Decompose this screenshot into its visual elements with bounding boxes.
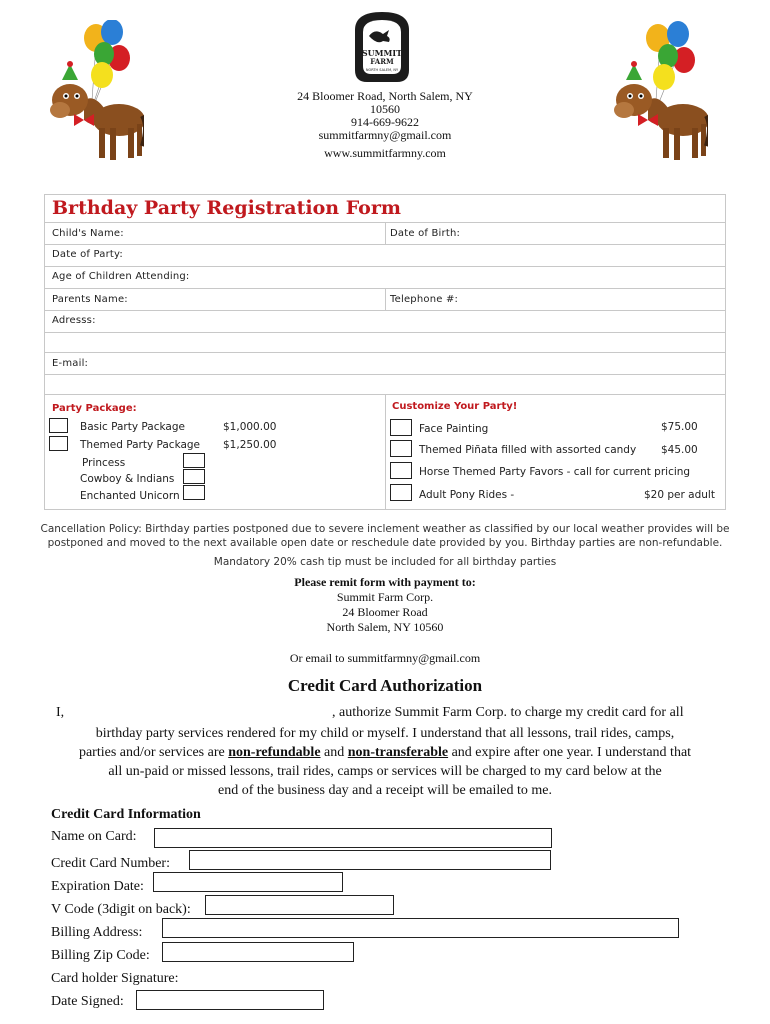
pinata-price: $45.00: [661, 444, 698, 456]
date-of-birth-field[interactable]: Date of Birth:: [390, 228, 461, 239]
auth-line3: [50, 743, 720, 762]
basic-package-label: Basic Party Package: [80, 421, 185, 433]
pony-rides-label: Adult Pony Rides -: [419, 489, 515, 501]
face-painting-checkbox[interactable]: [390, 419, 412, 436]
card-number-label: Credit Card Number:: [51, 856, 170, 871]
themed-package-price: $1,250.00: [223, 439, 277, 451]
name-on-card-input[interactable]: [154, 828, 552, 848]
basic-package-checkbox[interactable]: [49, 418, 68, 433]
theme-princess-label: Princess: [82, 457, 126, 469]
date-signed-label: Date Signed:: [51, 994, 124, 1009]
themed-package-label: Themed Party Package: [80, 439, 201, 451]
signature-label: Card holder Signature:: [51, 971, 179, 986]
auth-line3a: parties and/or services are: [78, 745, 229, 760]
card-number-input[interactable]: [189, 850, 551, 870]
logo-text-location: NORTH SALEM, NY: [365, 68, 399, 72]
parents-name-field[interactable]: Parents Name:: [52, 294, 128, 305]
pinata-checkbox[interactable]: [390, 440, 412, 457]
summit-farm-logo: [345, 10, 419, 84]
expiration-label: Expiration Date:: [51, 879, 144, 894]
tip-notice: Mandatory 20% cash tip must be included for all birthday parties: [213, 556, 557, 568]
auth-line4: all un-paid or missed lessons, trail rides, camps or services will be charged to my card below at the: [108, 764, 662, 779]
contact-website: www.summitfarmny.com: [324, 146, 446, 160]
remit-company: Summit Farm Corp.: [336, 590, 434, 604]
logo-text-farm: FARM: [370, 57, 394, 66]
date-of-party-field[interactable]: Date of Party:: [52, 249, 123, 260]
theme-unicorn-checkbox[interactable]: [183, 485, 205, 500]
form-divider: [44, 352, 726, 353]
contact-email: summitfarmny@gmail.com: [318, 128, 452, 142]
basic-package-price: $1,000.00: [223, 421, 277, 433]
auth-i: I,: [56, 705, 65, 720]
form-divider: [385, 394, 386, 510]
form-title: Brthday Party Registration Form: [52, 197, 401, 219]
pony-rides-checkbox[interactable]: [390, 484, 412, 501]
auth-line5: end of the business day and a receipt will be emailed to me.: [218, 783, 552, 798]
vcode-label: V Code (3digit on back):: [51, 902, 191, 917]
remit-street: 24 Bloomer Road: [342, 605, 428, 619]
face-painting-label: Face Painting: [419, 423, 489, 435]
theme-princess-checkbox[interactable]: [183, 453, 205, 468]
telephone-field[interactable]: Telephone #:: [390, 294, 459, 305]
cancellation-policy-line2: postponed and moved to the next available open date or reschedule date provided by you. Birthday parties are non-refundable.: [47, 537, 723, 549]
billing-zip-input[interactable]: [162, 942, 354, 962]
age-attending-field[interactable]: Age of Children Attending:: [52, 271, 190, 282]
address-field[interactable]: Adresss:: [52, 315, 96, 326]
remit-email: Or email to summitfarmny@gmail.com: [289, 651, 481, 665]
billing-zip-label: Billing Zip Code:: [51, 948, 150, 963]
form-divider: [44, 374, 726, 375]
contact-phone: 914-669-9622: [351, 115, 419, 129]
name-on-card-label: Name on Card:: [51, 829, 137, 844]
remit-city: North Salem, NY 10560: [326, 620, 444, 634]
favors-label: Horse Themed Party Favors - call for current pricing: [419, 466, 691, 478]
customize-heading: Customize Your Party!: [392, 401, 518, 412]
auth-and: and: [320, 745, 348, 760]
billing-address-input[interactable]: [162, 918, 679, 938]
form-divider: [44, 310, 726, 311]
auth-line3b: and expire after one year. I understand that: [448, 745, 692, 760]
cancellation-policy-line1: Cancellation Policy: Birthday parties postponed due to severe inclement weather as classified by our local weather provides will be: [40, 523, 730, 535]
date-signed-input[interactable]: [136, 990, 324, 1010]
billing-address-label: Billing Address:: [51, 925, 143, 940]
auth-line1: , authorize Summit Farm Corp. to charge my credit card for all: [332, 705, 684, 720]
expiration-input[interactable]: [153, 872, 343, 892]
contact-zip: 10560: [370, 102, 400, 116]
non-refundable-text: non-refundable: [228, 745, 321, 760]
theme-cowboy-checkbox[interactable]: [183, 469, 205, 484]
auth-line2: birthday party services rendered for my child or myself. I understand that all lessons, trail rides, camps,: [95, 726, 675, 741]
form-divider: [385, 288, 386, 310]
email-field[interactable]: E-mail:: [52, 358, 89, 369]
form-divider: [44, 266, 726, 267]
form-divider: [44, 244, 726, 245]
party-package-heading: Party Package:: [52, 403, 137, 414]
pinata-label: Themed Piñata filled with assorted candy: [419, 444, 637, 456]
theme-cowboy-label: Cowboy & Indians: [80, 473, 175, 485]
contact-address: 24 Bloomer Road, North Salem, NY: [297, 89, 473, 103]
form-divider: [385, 222, 386, 244]
logo-text-summit: SUMMIT: [361, 48, 403, 58]
pony-rides-price: $20 per adult: [644, 489, 715, 501]
non-transferable-text: non-transferable: [347, 745, 449, 760]
remit-heading: Please remit form with payment to:: [294, 575, 476, 589]
cc-info-heading: Credit Card Information: [51, 807, 201, 822]
childs-name-field[interactable]: Child's Name:: [52, 228, 124, 239]
theme-unicorn-label: Enchanted Unicorn: [80, 490, 180, 502]
favors-checkbox[interactable]: [390, 462, 412, 479]
form-divider: [44, 332, 726, 333]
themed-package-checkbox[interactable]: [49, 436, 68, 451]
face-painting-price: $75.00: [661, 421, 698, 433]
vcode-input[interactable]: [205, 895, 394, 915]
credit-card-title: Credit Card Authorization: [287, 676, 483, 695]
